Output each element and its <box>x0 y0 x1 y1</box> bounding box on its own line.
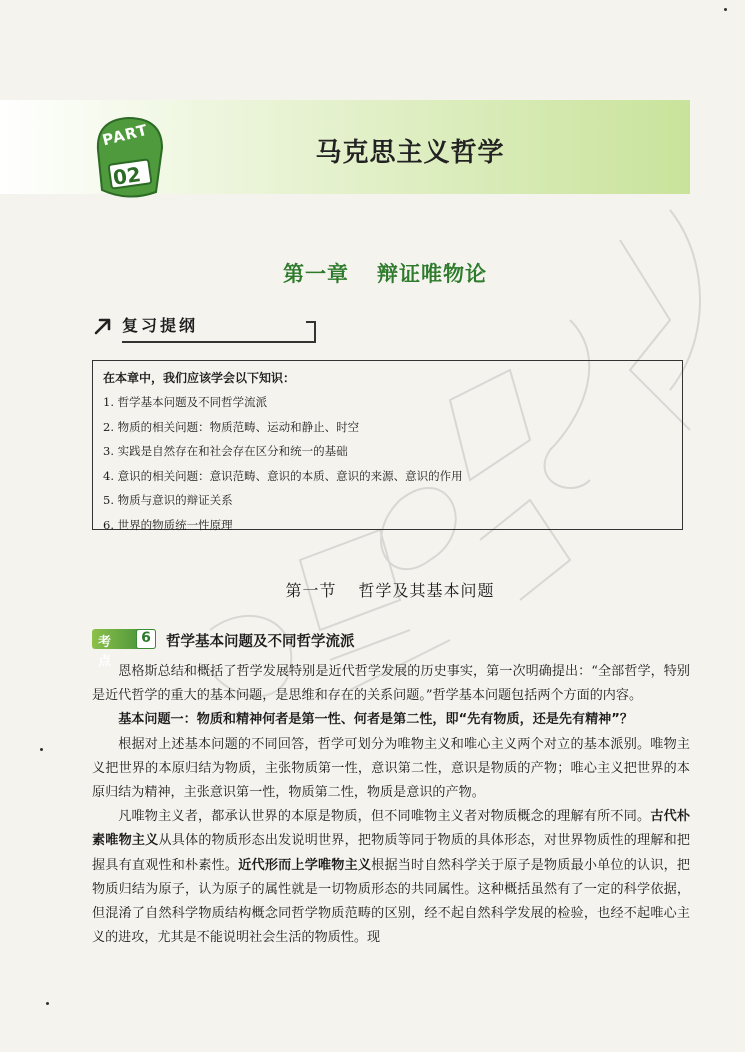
scan-speck <box>724 8 727 11</box>
paragraph-text: 凡唯物主义者，都承认世界的本原是物质，但不同唯物主义者对物质概念的理解有所不同。 <box>118 809 651 825</box>
review-bracket <box>306 321 316 343</box>
review-underline <box>122 341 314 343</box>
outline-item: 6. 世界的物质统一性原理 <box>103 517 233 532</box>
paragraph-text: 从具体的物质形态出发说明世界，把物质等同于物质的具体形态，对世界物质性的理解和把握具有直观性和朴素性。 <box>92 833 691 873</box>
paragraph <box>92 805 690 950</box>
bold-term: 近代形而上学唯物主义 <box>238 857 372 873</box>
chapter-name: 辩证唯物论 <box>377 262 487 286</box>
kaodian-label: 考点 <box>98 635 112 669</box>
question-heading: 基本问题一：物质和精神何者是第一性、何者是第二性，即“先有物质，还是先有精神”？ <box>118 712 633 728</box>
section-name: 哲学及其基本问题 <box>358 581 495 600</box>
outline-item: 1. 哲学基本问题及不同哲学流派 <box>103 395 268 409</box>
paragraph-text: 根据当时自然科学关于原子是物质最小单位的认识，把物质归结为原子，认为原子的属性就是一切物质形态的共同属性。这种概括虽然有了一定的科学依据，但混淆了自然科学物质结构概念同哲学物质范畴的区别，经不起自然科学发展的检验，也经不起唯心主义的进攻，尤其是不能说明社会生活的物质性。现 <box>92 857 691 946</box>
arrow-up-right-icon <box>92 315 114 337</box>
scan-speck <box>40 748 43 751</box>
section-number: 第一节 <box>285 581 337 600</box>
kaodian-title: 哲学基本问题及不同哲学流派 <box>166 634 355 650</box>
part-title: 马克思主义哲学 <box>315 138 505 168</box>
part-badge-word: PART <box>100 120 150 150</box>
review-heading <box>92 313 252 339</box>
section-title <box>190 578 590 601</box>
outline-item: 5. 物质与意识的辩证关系 <box>103 493 233 507</box>
paragraph: 根据对上述基本问题的不同回答，哲学可划分为唯物主义和唯心主义两个对立的基本派别。唯物主义把世界的本原归结为物质，主张物质第一性，意识第二性，意识是物质的产物；唯心主义把世界的本原归结为精神，主张意识第一性，物质第二性，物质是意识的产物。 <box>92 736 690 801</box>
chapter-title <box>180 258 590 288</box>
body-text <box>92 660 690 950</box>
review-label: 复习提纲 <box>122 316 199 335</box>
chapter-number: 第一章 <box>283 262 349 286</box>
scan-speck <box>46 1002 49 1005</box>
outline-item: 3. 实践是自然存在和社会存在区分和统一的基础 <box>103 444 348 458</box>
outline-item: 4. 意识的相关问题：意识范畴、意识的本质、意识的来源、意识的作用 <box>103 468 463 483</box>
outline-intro: 在本章中，我们应该学会以下知识： <box>103 371 296 385</box>
part-badge-number: 02 <box>111 162 143 190</box>
bold-term: 古代朴素唯物主义 <box>92 809 691 849</box>
paragraph: 恩格斯总结和概括了哲学发展特别是近代哲学发展的历史事实，第一次明确提出：“全部哲学，特别是近代哲学的重大的基本问题，是思维和存在的关系问题。”哲学基本问题包括两个方面的内容。 <box>92 664 690 704</box>
outline-box <box>92 360 683 530</box>
kaodian-number: 6 <box>136 629 156 649</box>
outline-item: 2. 物质的相关问题：物质范畴、运动和静止、时空 <box>103 419 360 434</box>
